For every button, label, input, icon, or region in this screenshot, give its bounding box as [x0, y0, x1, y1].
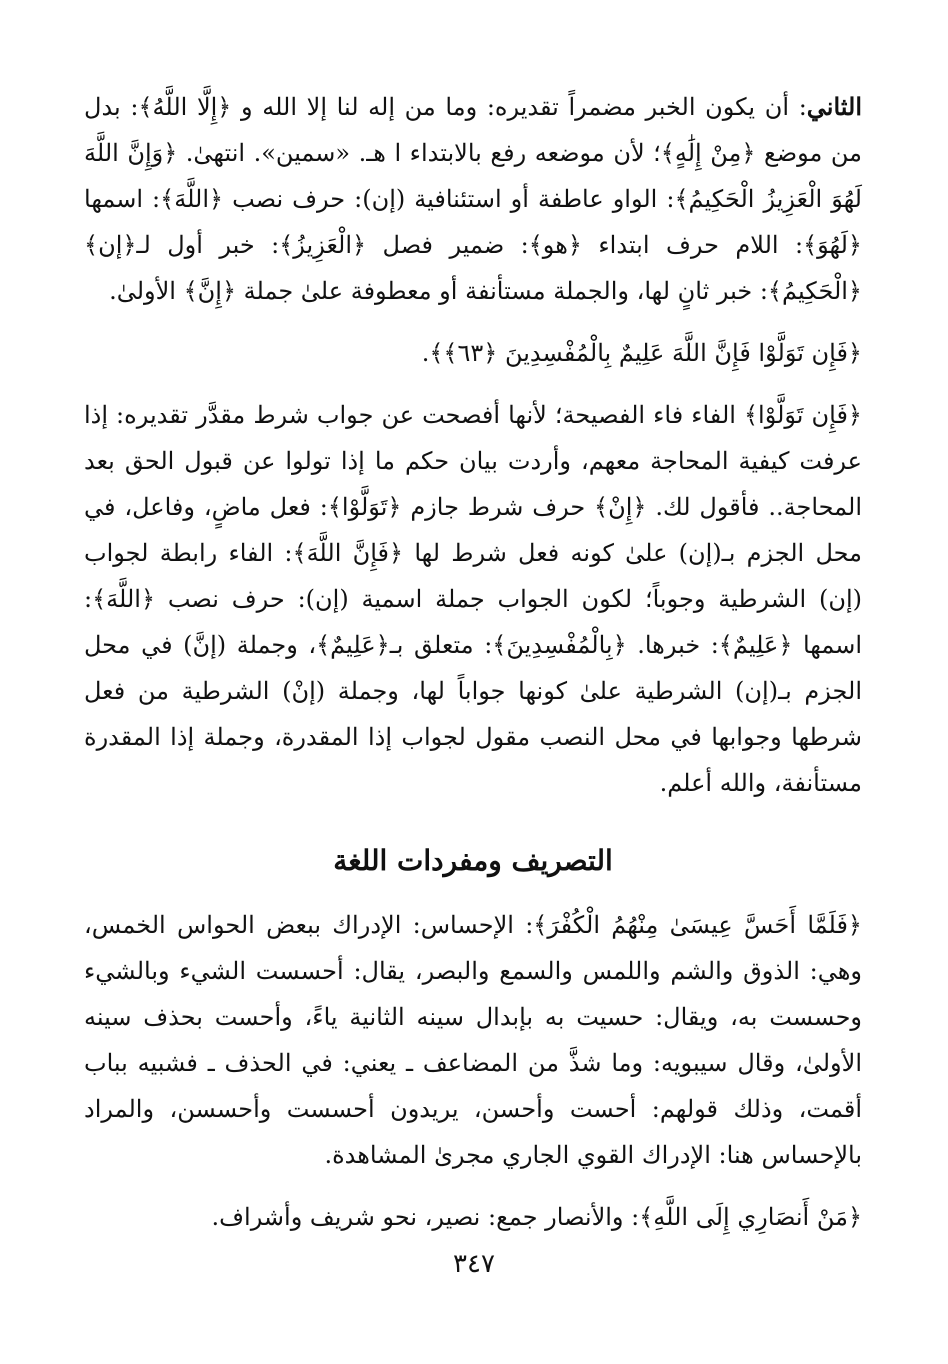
verse-1: ﴿فَإِن تَوَلَّوْا فَإِنَّ اللَّهَ عَلِيمٌ بِالْمُفْسِدِينَ ﴿٦٣﴾﴾. — [421, 339, 862, 367]
section-heading: التصريف ومفردات اللغة — [333, 844, 613, 877]
paragraph-4: ﴿مَنْ أَنصَارِي إِلَى اللَّهِ﴾: والأنصار جمع: نصير، نحو شريف وأشراف. — [211, 1203, 862, 1231]
spacer — [84, 806, 862, 836]
spacer — [84, 376, 862, 392]
paragraph-2: ﴿فَإِن تَوَلَّوْا﴾ الفاء فاء الفصيحة؛ لأنها أفصحت عن جواب شرط مقدَّر تقديره: إذا عرفت كيفية المحاجة معهم، وأردت بيان حكم ما إذا تولوا عن قبول الحق بعد المحاجة.. فأقول لك. ﴿إِنْ﴾ حرف شرط جازم ﴿تَوَلَّوْا﴾: فعل ماضٍ، وفاعل، في محل الجزم بـ(إن) علىٰ كونه فعل شرط لها ﴿فَإِنَّ اللَّهَ﴾: الفاء رابطة لجواب (إن) الشرطية وجوباً؛ لكون الجواب جملة اسمية (إن): حرف نصب ﴿اللَّهَ﴾: اسمها ﴿عَلِيمٌ﴾: خبرها. ﴿بِالْمُفْسِدِينَ﴾: متعلق بـ﴿عَلِيمٌ﴾، وجملة (إنَّ) في محل الجزم بـ(إن) الشرطية علىٰ كونها جواباً لها، وجملة (إنْ) الشرطية من فعل شرطها وجوابها في محل النصب مقول لجواب إذا المقدرة، وجملة إذا المقدرة مستأنفة، والله أعلم. — [84, 401, 862, 797]
spacer — [84, 886, 862, 902]
spacer — [84, 1178, 862, 1194]
paragraph-1 — [84, 84, 862, 314]
page-number: ٣٤٧ — [453, 1249, 495, 1279]
paragraph-1-lead: الثاني — [806, 92, 862, 121]
spacer — [84, 314, 862, 330]
paragraph-3: ﴿فَلَمَّا أَحَسَّ عِيسَىٰ مِنْهُمُ الْكُفْرَ﴾: الإحساس: الإدراك ببعض الحواس الخمس، وهي: الذوق والشم واللمس والسمع والبصر، يقال: أحسست الشيء وبالشيء وحسست به، ويقال: حسيت به بإبدال سينه الثانية ياءً، وأحست بحذف سينه الأولىٰ، وقال سيبويه: وما شذَّ من المضاعف ـ يعني: في الحذف ـ فشبيه بباب أقمت، وذلك قولهم: أحست وأحسن، يريدون أحسست وأحسسن، والمراد بالإحساس هنا: الإدراك القوي الجاري مجرىٰ المشاهدة. — [84, 911, 863, 1169]
page-body — [84, 84, 862, 1240]
paragraph-1-text: : أن يكون الخبر مضمراً تقديره: وما من إله لنا إلا الله و ﴿إِلَّا اللَّهُ﴾: بدل من موضع ﴿مِنْ إِلَٰهٍ﴾؛ لأن موضعه رفع بالابتداء ا هـ. «سمين». انتهىٰ. ﴿وَإِنَّ اللَّهَ لَهُوَ الْعَزِيزُ الْحَكِيمُ﴾: الواو عاطفة أو استئنافية (إن): حرف نصب ﴿اللَّهَ﴾: اسمها ﴿لَهُوَ﴾: اللام حرف ابتداء ﴿هو﴾: ضمير فصل ﴿الْعَزِيزُ﴾: خبر أول لـ﴿إن﴾ ﴿الْحَكِيمُ﴾: خبر ثانٍ لها، والجملة مستأنفة أو معطوفة علىٰ جملة ﴿إِنَّ﴾ الأولىٰ. — [84, 93, 863, 305]
